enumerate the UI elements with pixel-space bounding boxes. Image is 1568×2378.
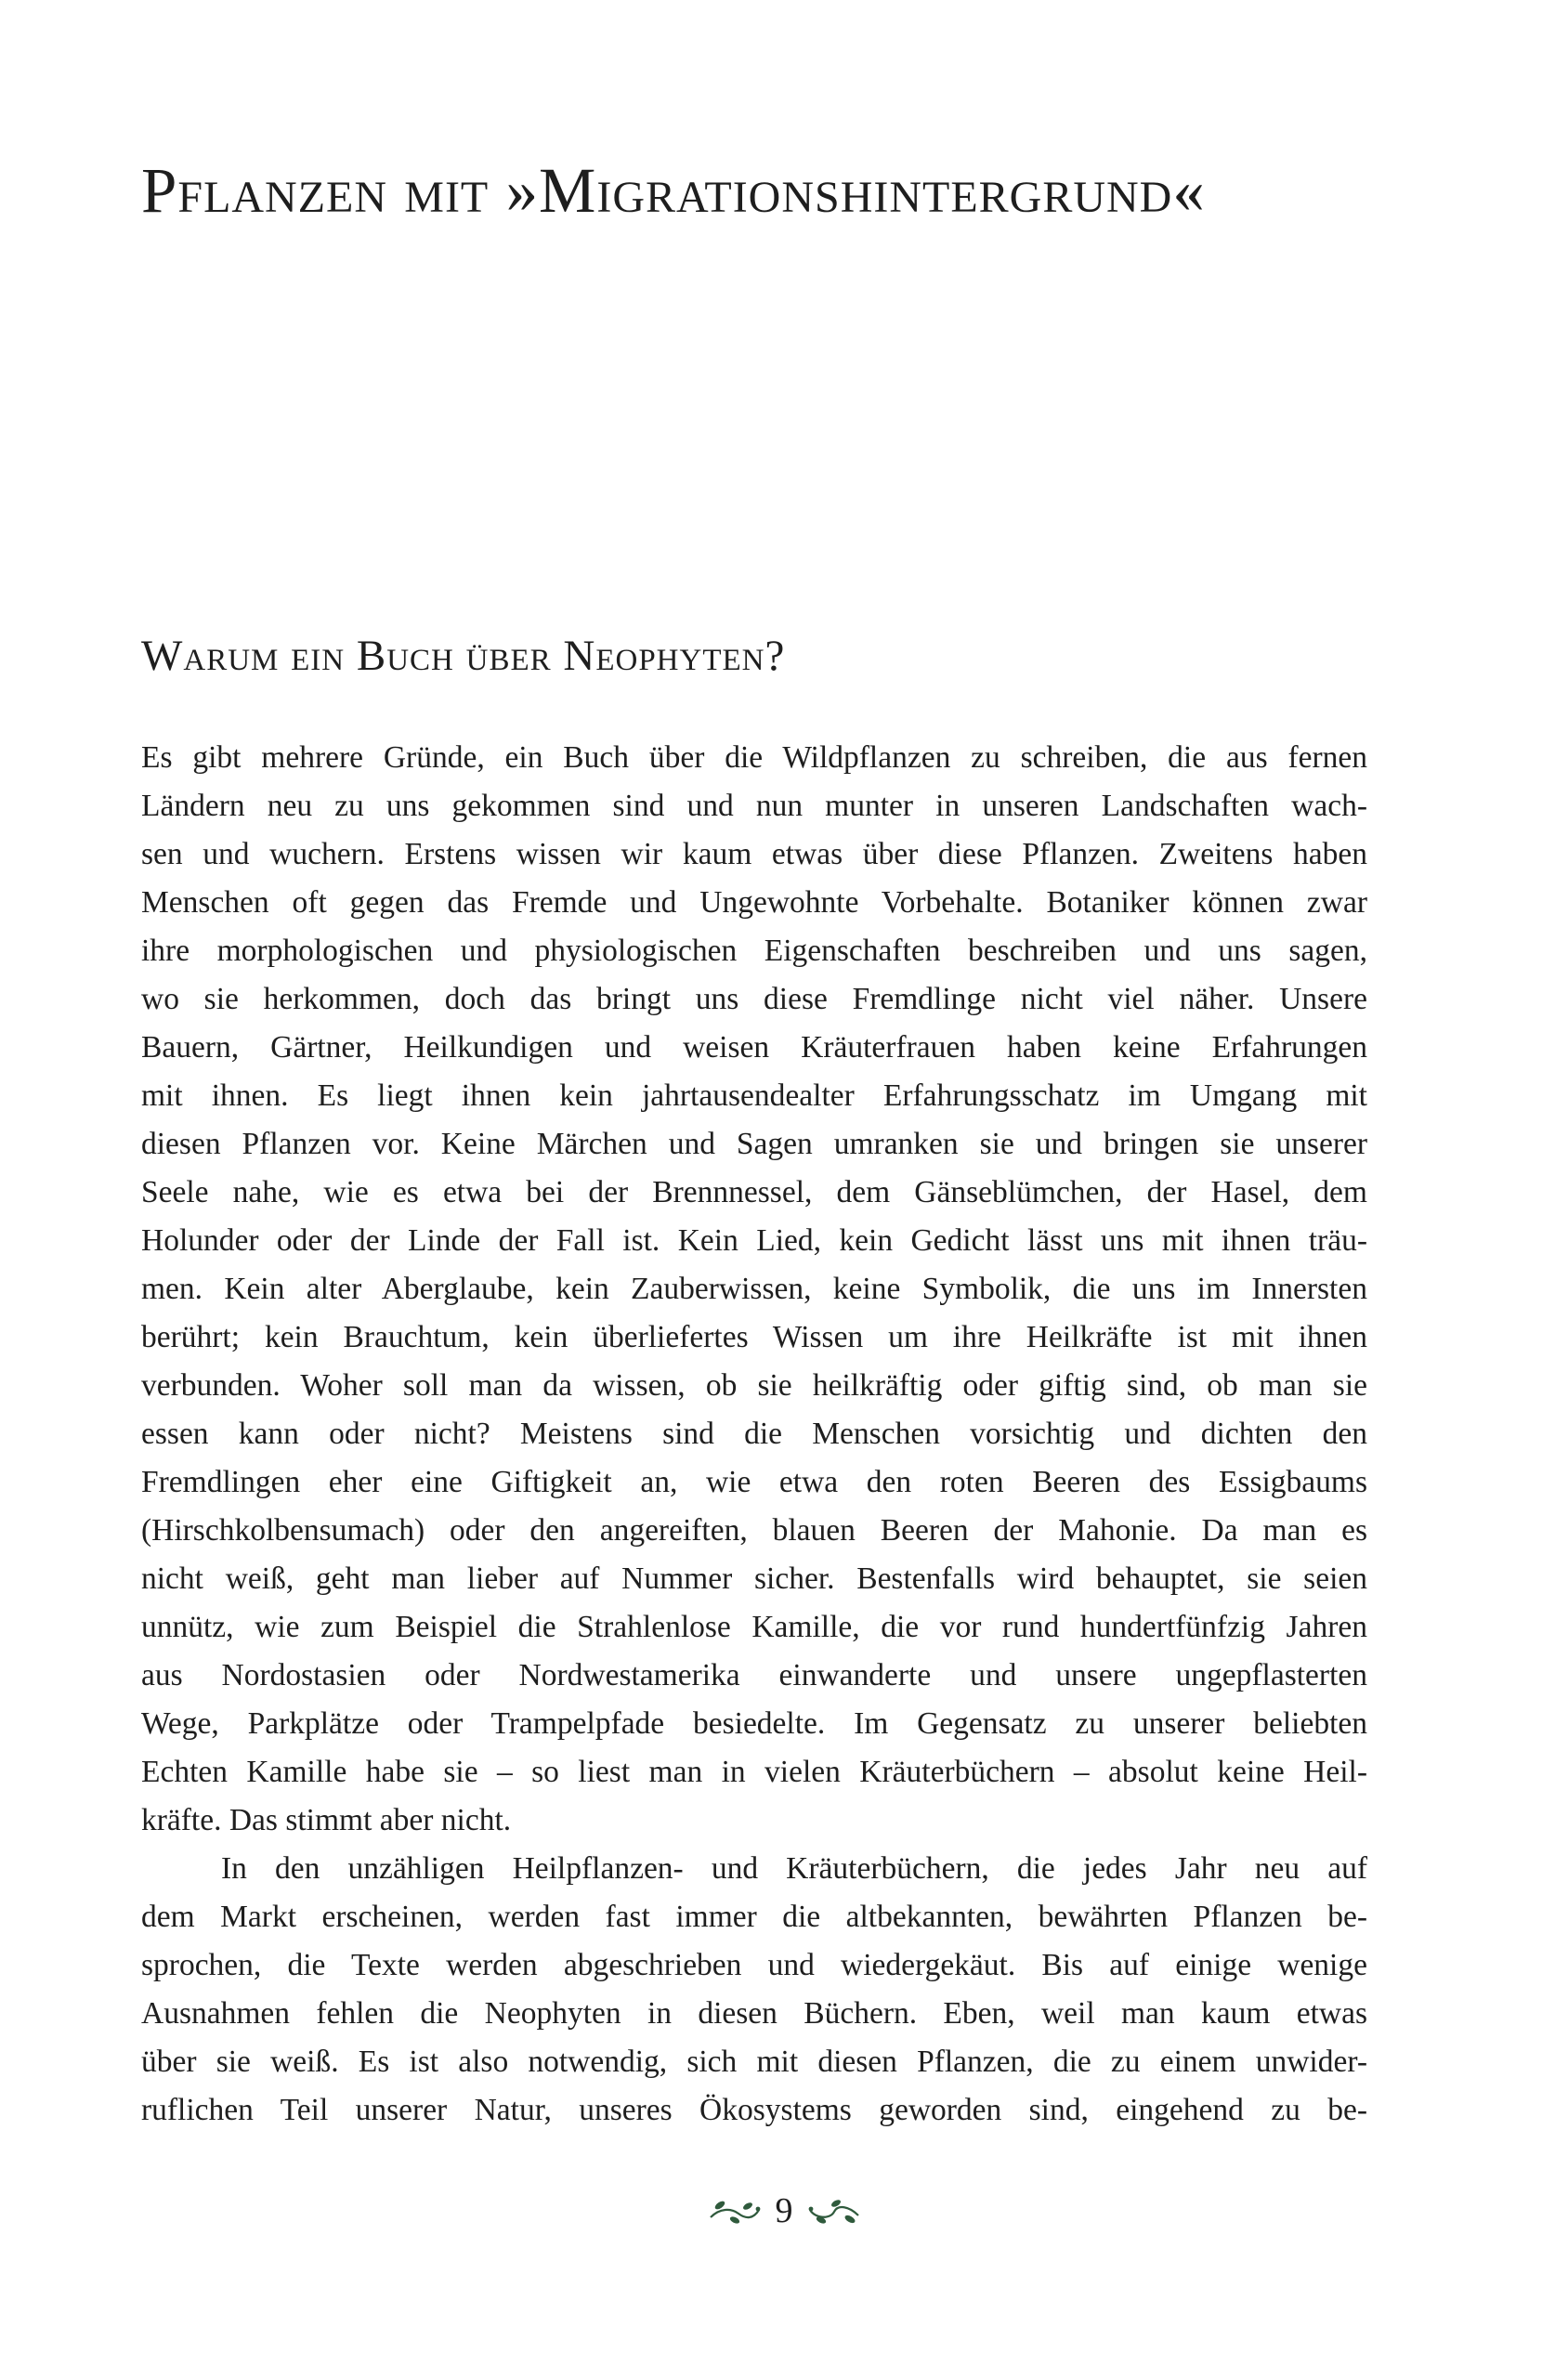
text-line: nicht weiß, geht man lieber auf Nummer sicher. Bestenfalls wird behauptet, sie seien xyxy=(141,1561,1367,1596)
text-line: Wege, Parkplätze oder Trampelpfade besiedelte. Im Gegensatz zu unserer beliebten xyxy=(141,1706,1367,1741)
text-line: Ausnahmen fehlen die Neophyten in diesen Büchern. Eben, weil man kaum etwas xyxy=(141,1996,1367,2031)
text-line: Fremdlingen eher eine Giftigkeit an, wie etwa den roten Beeren des Essigbaums xyxy=(141,1465,1367,1499)
text-line: aus Nordostasien oder Nordwestamerika einwanderte und unsere ungepflasterten xyxy=(141,1658,1367,1692)
text-line: verbunden. Woher soll man da wissen, ob sie heilkräftig oder giftig sind, ob man sie xyxy=(141,1368,1367,1403)
text-line: In den unzähligen Heilpflanzen- und Kräuterbüchern, die jedes Jahr neu auf xyxy=(221,1851,1367,1886)
chapter-title: Pflanzen mit »Migrationshintergrund« xyxy=(141,155,1206,226)
text-line: diesen Pflanzen vor. Keine Märchen und Sagen umranken sie und bringen sie unserer xyxy=(141,1127,1367,1161)
text-line: Echten Kamille habe sie – so liest man in vielen Kräuterbüchern – absolut keine Heil- xyxy=(141,1755,1367,1789)
text-line: Es gibt mehrere Gründe, ein Buch über die Wildpflanzen zu schreiben, die aus fernen xyxy=(141,740,1367,775)
text-line: wo sie herkommen, doch das bringt uns diese Fremdlinge nicht viel näher. Unsere xyxy=(141,982,1367,1016)
text-line: sen und wuchern. Erstens wissen wir kaum etwas über diese Pflanzen. Zweitens haben xyxy=(141,837,1367,871)
text-line: Holunder oder der Linde der Fall ist. Kein Lied, kein Gedicht lässt uns mit ihnen träu- xyxy=(141,1223,1367,1258)
text-line: mit ihnen. Es liegt ihnen kein jahrtausendealter Erfahrungsschatz im Umgang mit xyxy=(141,1078,1367,1113)
text-line: Ländern neu zu uns gekommen sind und nun munter in unseren Landschaften wach- xyxy=(141,789,1367,823)
text-line: men. Kein alter Aberglaube, kein Zauberwissen, keine Symbolik, die uns im Innersten xyxy=(141,1272,1367,1306)
text-line: berührt; kein Brauchtum, kein überliefertes Wissen um ihre Heilkräfte ist mit ihnen xyxy=(141,1320,1367,1354)
text-line: Menschen oft gegen das Fremde und Ungewohnte Vorbehalte. Botaniker können zwar xyxy=(141,885,1367,920)
leaf-vine-ornament-right-icon xyxy=(806,2195,862,2227)
section-title: Warum ein Buch über Neophyten? xyxy=(141,632,786,680)
text-line: ihre morphologischen und physiologischen Eigenschaften beschreiben und uns sagen, xyxy=(141,934,1367,968)
text-line: sprochen, die Texte werden abgeschrieben und wiedergekäut. Bis auf einige wenige xyxy=(141,1948,1367,1982)
text-line: über sie weiß. Es ist also notwendig, sich mit diesen Pflanzen, die zu einem unwider- xyxy=(141,2045,1367,2079)
text-line: Bauern, Gärtner, Heilkundigen und weisen Kräuterfrauen haben keine Erfahrungen xyxy=(141,1030,1367,1065)
text-line: kräfte. Das stimmt aber nicht. xyxy=(141,1803,512,1837)
page-number: 9 xyxy=(775,2191,793,2230)
leaf-vine-ornament-left-icon xyxy=(707,2195,763,2227)
text-line: dem Markt erscheinen, werden fast immer die altbekannten, bewährten Pflanzen be- xyxy=(141,1900,1367,1934)
body-text xyxy=(141,734,1367,2135)
text-line: (Hirschkolbensumach) oder den angereiften, blauen Beeren der Mahonie. Da man es xyxy=(141,1513,1367,1548)
text-line: ruflichen Teil unserer Natur, unseres Ökosystems geworden sind, eingehend zu be- xyxy=(141,2093,1367,2127)
text-line: unnütz, wie zum Beispiel die Strahlenlose Kamille, die vor rund hundertfünfzig Jahren xyxy=(141,1610,1367,1644)
text-line: essen kann oder nicht? Meistens sind die Menschen vorsichtig und dichten den xyxy=(141,1417,1367,1451)
text-line: Seele nahe, wie es etwa bei der Brennnessel, dem Gänseblümchen, der Hasel, dem xyxy=(141,1175,1367,1209)
page-footer xyxy=(0,2188,1568,2234)
